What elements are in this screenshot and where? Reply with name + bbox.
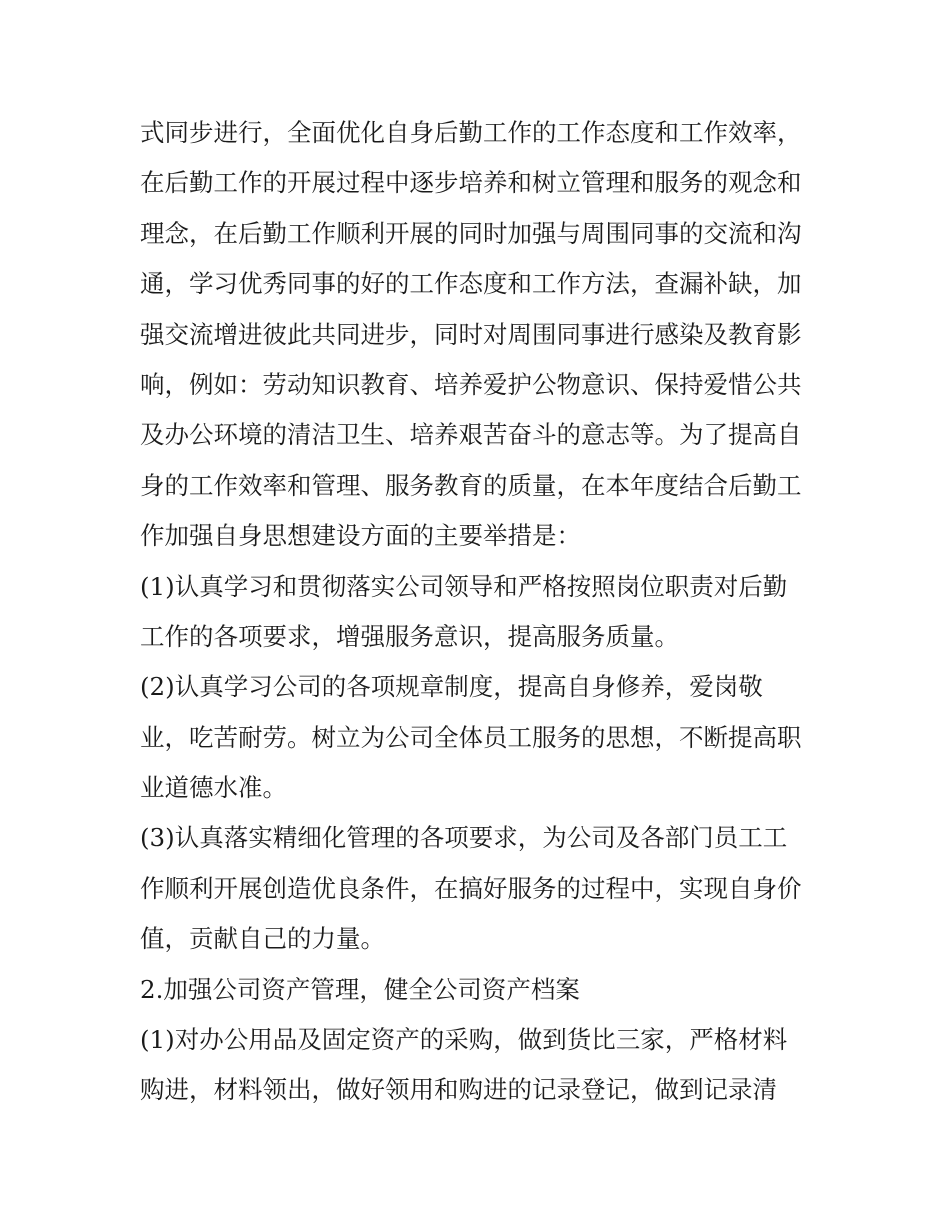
- section-heading: 2.加强公司资产管理，健全公司资产档案: [140, 974, 580, 1004]
- text-line: 在后勤工作的开展过程中逐步培养和树立管理和服务的观念和: [140, 168, 802, 198]
- text-line: 作加强自身思想建设方面的主要举措是：: [140, 521, 581, 551]
- list-item-line: (2)认真学习公司的各项规章制度，提高自身修养，爱岗敬: [140, 672, 763, 702]
- text-line: 及办公环境的清洁卫生、培养艰苦奋斗的意志等。为了提高自: [140, 420, 802, 450]
- text-line: 通，学习优秀同事的好的工作态度和工作方法，查漏补缺，加: [140, 269, 802, 299]
- list-item-line: 值，贡献自己的力量。: [140, 924, 385, 954]
- list-item-line: (1)对办公用品及固定资产的采购，做到货比三家，严格材料: [140, 1025, 788, 1055]
- list-item-line: 购进，材料领出，做好领用和购进的记录登记，做到记录清: [140, 1075, 777, 1105]
- text-line: 响，例如：劳动知识教育、培养爱护公物意识、保持爱惜公共: [140, 369, 802, 399]
- text-line: 强交流增进彼此共同进步，同时对周围同事进行感染及教育影: [140, 319, 802, 349]
- list-item-line: 作顺利开展创造优良条件，在搞好服务的过程中，实现自身价: [140, 873, 802, 903]
- list-item-line: (3)认真落实精细化管理的各项要求，为公司及各部门员工工: [140, 823, 788, 853]
- list-item-line: (1)认真学习和贯彻落实公司领导和严格按照岗位职责对后勤: [140, 571, 788, 601]
- list-item-line: 业，吃苦耐劳。树立为公司全体员工服务的思想，不断提高职: [140, 722, 802, 752]
- list-item-line: 业道德水准。: [140, 773, 287, 803]
- list-item-line: 工作的各项要求，增强服务意识，提高服务质量。: [140, 621, 679, 651]
- document-body: [140, 108, 820, 1116]
- text-line: 理念，在后勤工作顺利开展的同时加强与周围同事的交流和沟: [140, 218, 802, 248]
- text-line: 身的工作效率和管理、服务教育的质量，在本年度结合后勤工: [140, 470, 802, 500]
- text-line: 式同步进行，全面优化自身后勤工作的工作态度和工作效率，: [140, 118, 802, 147]
